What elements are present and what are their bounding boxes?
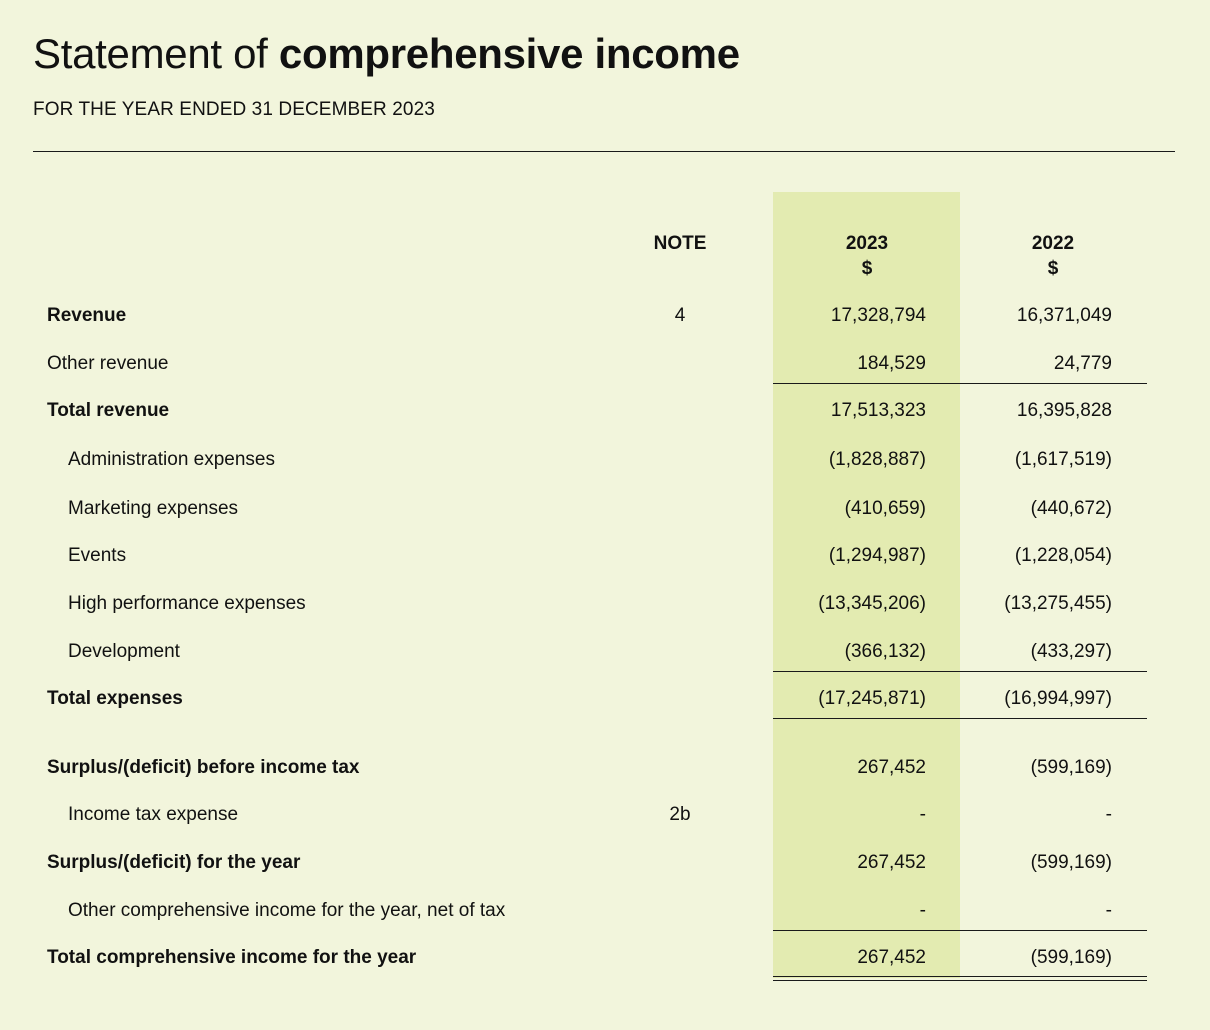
row-high-performance-expenses: [0, 580, 1210, 628]
value-2023: (366,132): [844, 641, 926, 662]
year-2022-label: 2022: [1031, 233, 1075, 254]
double-rule-lower: [773, 980, 1147, 981]
value-2022: -: [1105, 804, 1112, 825]
row-label: Surplus/(deficit) before income tax: [47, 757, 360, 778]
title-bold: comprehensive income: [278, 30, 740, 77]
row-income-tax-expense: [0, 791, 1210, 839]
row-total-comprehensive-income: [0, 934, 1210, 982]
value-2022: (433,297): [1030, 641, 1112, 662]
value-2022: (440,672): [1030, 498, 1112, 519]
value-2023: 184,529: [857, 353, 926, 374]
row-label: Development: [68, 641, 180, 662]
row-label: Total revenue: [47, 400, 170, 421]
year-2022-header: [1003, 231, 1103, 281]
value-2022: -: [1105, 900, 1112, 921]
row-label: High performance expenses: [68, 593, 306, 614]
row-other-comprehensive-income: [0, 887, 1210, 935]
title-regular: Statement of: [33, 30, 268, 77]
value-2022: (599,169): [1030, 852, 1112, 873]
row-note: 4: [674, 305, 686, 326]
value-2022: 24,779: [1053, 353, 1112, 374]
subtotal-rule: [773, 671, 1147, 672]
value-2023: -: [919, 900, 926, 921]
total-rule: [773, 718, 1147, 719]
value-2022: (1,617,519): [1014, 449, 1112, 470]
value-2023: (1,828,887): [828, 449, 926, 470]
year-2023-header: [817, 231, 917, 281]
row-label: Events: [68, 545, 127, 566]
value-2023: 267,452: [857, 947, 926, 968]
row-label: Income tax expense: [68, 804, 239, 825]
row-surplus-for-year: [0, 839, 1210, 887]
year-2023-unit: $: [861, 258, 873, 279]
row-events: [0, 532, 1210, 580]
value-2023: 267,452: [857, 757, 926, 778]
double-rule-upper: [773, 976, 1147, 977]
page-title: [33, 28, 740, 80]
value-2023: 17,328,794: [830, 305, 926, 326]
row-surplus-before-tax: [0, 744, 1210, 792]
year-2022-unit: $: [1047, 258, 1059, 279]
header-divider: [33, 151, 1175, 152]
row-note: 2b: [669, 804, 691, 825]
row-label: Revenue: [47, 305, 127, 326]
row-label: Administration expenses: [68, 449, 275, 470]
value-2022: (1,228,054): [1014, 545, 1112, 566]
row-development: [0, 628, 1210, 676]
subtotal-rule: [773, 930, 1147, 931]
value-2022: (599,169): [1030, 947, 1112, 968]
row-revenue: [0, 292, 1210, 340]
value-2023: -: [919, 804, 926, 825]
value-2022: 16,371,049: [1016, 305, 1112, 326]
subtotal-rule: [773, 383, 1147, 384]
row-label: Other comprehensive income for the year, net of tax: [68, 900, 506, 921]
row-total-expenses: [0, 675, 1210, 723]
value-2022: (16,994,997): [1004, 688, 1112, 709]
row-total-revenue: [0, 387, 1210, 435]
year-2023-label: 2023: [845, 233, 889, 254]
row-label: Total expenses: [47, 688, 183, 709]
note-column-header: NOTE: [653, 233, 707, 254]
value-2023: (1,294,987): [828, 545, 926, 566]
value-2022: (599,169): [1030, 757, 1112, 778]
value-2023: (410,659): [844, 498, 926, 519]
period-subtitle: FOR THE YEAR ENDED 31 DECEMBER 2023: [33, 99, 435, 120]
row-label: Other revenue: [47, 353, 169, 374]
value-2023: (17,245,871): [818, 688, 926, 709]
row-label: Marketing expenses: [68, 498, 239, 519]
row-label: Surplus/(deficit) for the year: [47, 852, 301, 873]
value-2022: 16,395,828: [1016, 400, 1112, 421]
row-marketing-expenses: [0, 485, 1210, 533]
row-other-revenue: [0, 340, 1210, 388]
value-2023: 267,452: [857, 852, 926, 873]
value-2023: 17,513,323: [830, 400, 926, 421]
value-2023: (13,345,206): [818, 593, 926, 614]
row-label: Total comprehensive income for the year: [47, 947, 417, 968]
value-2022: (13,275,455): [1004, 593, 1112, 614]
row-administration-expenses: [0, 436, 1210, 484]
